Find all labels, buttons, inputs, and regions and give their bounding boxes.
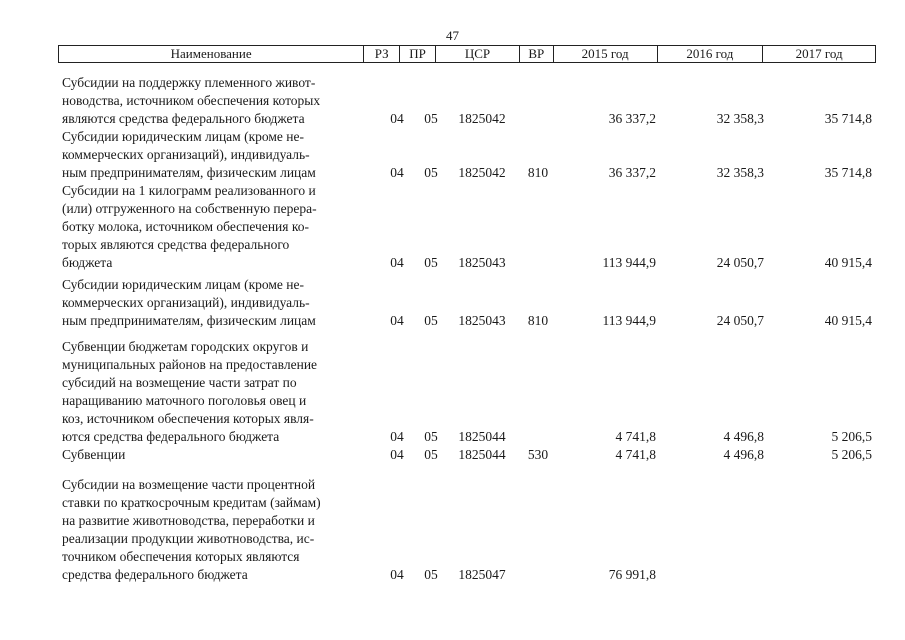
row-csr: 1825044 [458, 447, 506, 462]
row-2015: 36 337,2 [608, 111, 656, 126]
row-2016: 4 496,8 [723, 429, 764, 444]
header-2015: 2015 год [554, 46, 658, 62]
table-header [58, 45, 876, 63]
row-name: Субсидии на 1 килограмм реализованного и (или) отгруженного на собственную перера- ботку молока, источником обеспечения ко- торых являются средства федерального бюджета [62, 183, 317, 270]
row-vr: 810 [527, 313, 549, 328]
row-pr: 05 [424, 165, 438, 180]
row-rz: 04 [390, 313, 404, 328]
row-2016: 4 496,8 [723, 447, 764, 462]
table-row [62, 128, 876, 182]
row-csr: 1825042 [458, 165, 506, 180]
row-2015: 113 944,9 [602, 255, 656, 270]
row-pr: 05 [424, 567, 438, 582]
row-name: Субвенции [62, 447, 126, 462]
row-2017: 40 915,4 [824, 255, 872, 270]
row-vr: 810 [527, 165, 549, 180]
row-pr: 05 [424, 255, 438, 270]
row-pr: 05 [424, 313, 438, 328]
row-2015: 76 991,8 [608, 567, 656, 582]
row-2017: 40 915,4 [824, 313, 872, 328]
row-2017: 35 714,8 [824, 111, 872, 126]
row-rz: 04 [390, 255, 404, 270]
row-rz: 04 [390, 429, 404, 444]
header-rz: РЗ [364, 46, 400, 62]
header-vr: ВР [520, 46, 554, 62]
row-2015: 113 944,9 [602, 313, 656, 328]
table-row [62, 276, 876, 330]
row-name: Субсидии юридическим лицам (кроме не- коммерческих организаций), индивидуаль- ным предпринимателям, физическим лицам [62, 277, 316, 328]
row-rz: 04 [390, 111, 404, 126]
page-number: 47 [446, 28, 459, 43]
row-rz: 04 [390, 165, 404, 180]
row-2015: 4 741,8 [615, 429, 656, 444]
table-row [62, 74, 876, 128]
table-row [62, 476, 876, 584]
row-2015: 4 741,8 [615, 447, 656, 462]
row-2017: 5 206,5 [831, 429, 872, 444]
row-rz: 04 [390, 447, 404, 462]
row-name: Субсидии на поддержку племенного живот- новодства, источником обеспечения которых являются средства федерального бюджета [62, 75, 321, 126]
row-csr: 1825047 [458, 567, 506, 582]
row-2016: 24 050,7 [716, 255, 764, 270]
row-csr: 1825042 [458, 111, 506, 126]
row-csr: 1825044 [458, 429, 506, 444]
row-rz: 04 [390, 567, 404, 582]
row-name: Субвенции бюджетам городских округов и муниципальных районов на предоставление субсидий на возмещение части затрат по наращиванию маточного поголовья овец и коз, источником обеспечения которых явля- ются средства федерального бюджета [62, 339, 318, 444]
row-pr: 05 [424, 447, 438, 462]
row-name: Субсидии юридическим лицам (кроме не- коммерческих организаций), индивидуаль- ным предпринимателям, физическим лицам [62, 129, 316, 180]
table-row [62, 446, 876, 464]
row-pr: 05 [424, 429, 438, 444]
table-row [62, 338, 876, 446]
row-vr: 530 [527, 447, 549, 462]
row-csr: 1825043 [458, 255, 506, 270]
table-row [62, 182, 876, 272]
row-2016: 24 050,7 [716, 313, 764, 328]
row-2017: 35 714,8 [824, 165, 872, 180]
row-csr: 1825043 [458, 313, 506, 328]
row-2016: 32 358,3 [716, 165, 764, 180]
row-2016: 32 358,3 [716, 111, 764, 126]
row-pr: 05 [424, 111, 438, 126]
header-2016: 2016 год [658, 46, 764, 62]
header-csr: ЦСР [436, 46, 520, 62]
header-2017: 2017 год [795, 46, 843, 61]
header-pr: ПР [400, 46, 436, 62]
row-name: Субсидии на возмещение части процентной ставки по краткосрочным кредитам (займам) на развитие животноводства, переработки и реализации продукции животноводства, ис- точником обеспечения которых являются средства федерального бюджета [62, 477, 321, 582]
row-2015: 36 337,2 [608, 165, 656, 180]
row-2017: 5 206,5 [831, 447, 872, 462]
header-name: Наименование [59, 46, 364, 62]
